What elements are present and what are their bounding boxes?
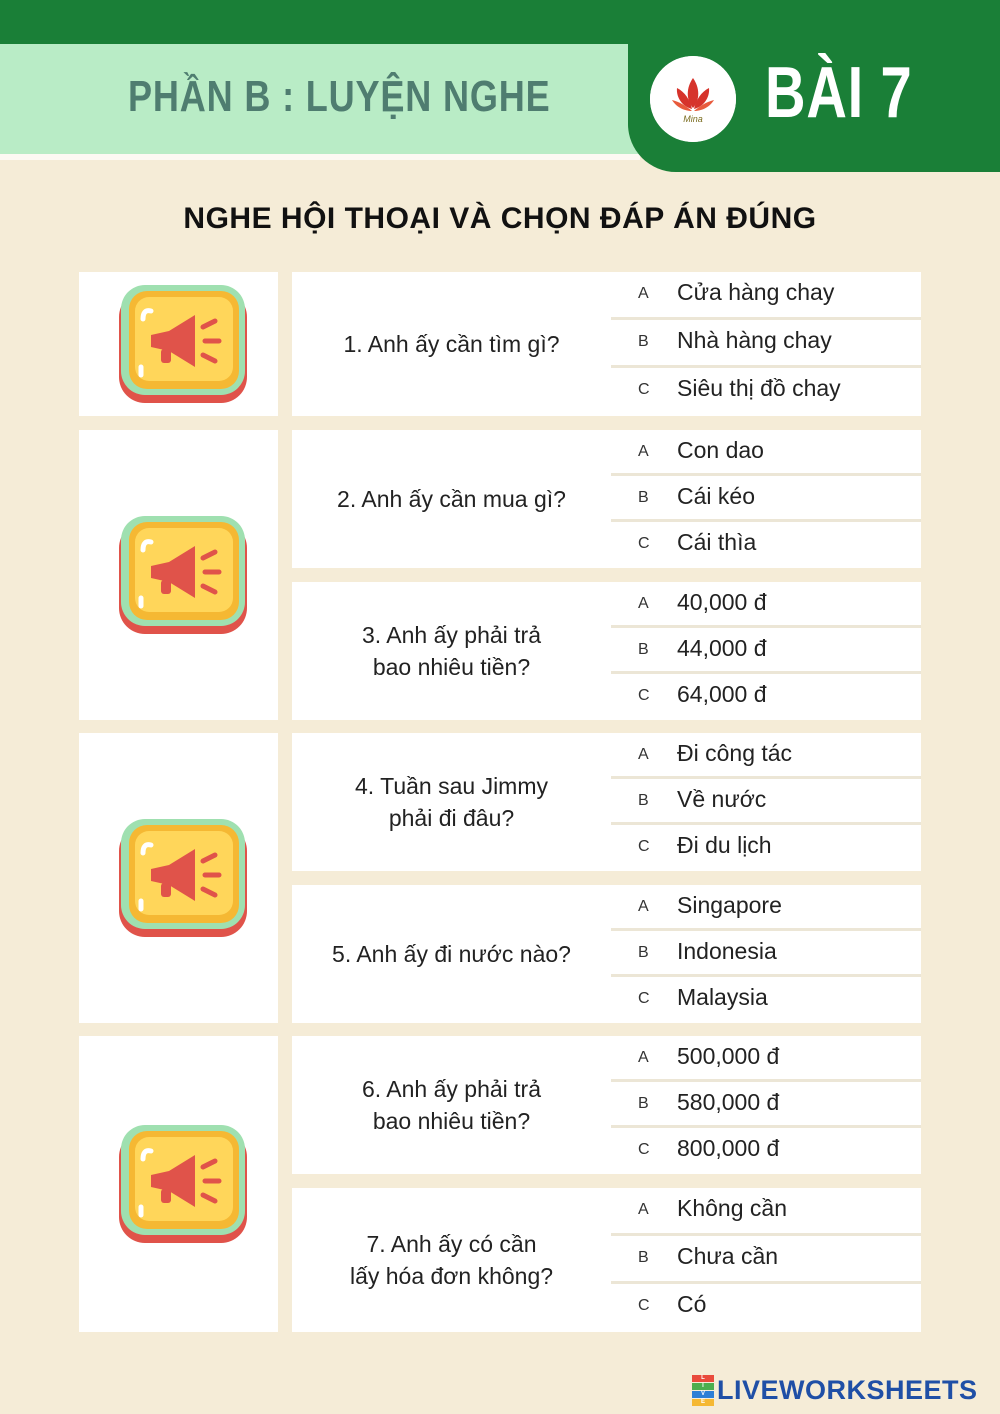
answer-option[interactable]	[611, 476, 921, 522]
option-text: 580,000 đ	[677, 1089, 780, 1115]
instruction-heading: NGHE HỘI THOẠI VÀ CHỌN ĐÁP ÁN ĐÚNG	[183, 202, 817, 235]
option-text: Có	[677, 1291, 707, 1317]
audio-play-button[interactable]	[115, 512, 251, 638]
option-text: Nhà hàng chay	[677, 327, 832, 353]
option-text: Con dao	[677, 437, 764, 463]
option-letter: A	[638, 443, 649, 460]
option-letter: C	[638, 381, 650, 398]
option-text: 40,000 đ	[677, 589, 767, 615]
answer-option[interactable]	[611, 1036, 921, 1082]
option-letter: C	[638, 1141, 650, 1158]
option-text: Về nước	[677, 786, 767, 812]
lesson-number: BÀI 7	[765, 53, 913, 133]
question-cell	[292, 1036, 611, 1174]
option-text: Chưa cần	[677, 1243, 779, 1269]
question-cell	[292, 430, 611, 568]
option-text: 44,000 đ	[677, 635, 767, 661]
audio-play-button[interactable]	[115, 281, 251, 407]
answer-option[interactable]	[611, 931, 921, 977]
answer-option[interactable]	[611, 368, 921, 416]
option-letter: B	[638, 1249, 649, 1266]
option-letter: C	[638, 838, 650, 855]
liveworksheets-logo-icon: L I V E	[692, 1375, 714, 1406]
section-title: PHẦN B : LUYỆN NGHE	[128, 72, 551, 121]
mina-logo	[650, 56, 736, 142]
option-letter: A	[638, 898, 649, 915]
question-text: 4. Tuần sau Jimmy phải đi đâu?	[354, 773, 549, 831]
option-letter: B	[638, 1095, 649, 1112]
option-letter: B	[638, 489, 649, 506]
option-letter: C	[638, 990, 650, 1007]
option-text: Siêu thị đồ chay	[677, 375, 841, 401]
audio-cell	[79, 733, 278, 1023]
answer-option[interactable]	[611, 320, 921, 368]
question-cell	[292, 272, 611, 416]
option-letter: A	[638, 595, 649, 612]
option-text: Cái thìa	[677, 529, 757, 555]
option-letter: A	[638, 746, 649, 763]
question-text: 2. Anh ấy cần mua gì?	[337, 486, 566, 512]
option-text: Malaysia	[677, 984, 768, 1010]
answer-option[interactable]	[611, 628, 921, 674]
option-letter: B	[638, 792, 649, 809]
option-text: Đi công tác	[677, 740, 793, 766]
option-letter: A	[638, 1201, 649, 1218]
footer-brand: LIVEWORKSHEETS	[717, 1374, 978, 1405]
option-letter: A	[638, 1049, 649, 1066]
option-letter: C	[638, 535, 650, 552]
liveworksheets-footer[interactable]	[692, 1373, 978, 1407]
question-cell	[292, 885, 611, 1023]
header-divider	[0, 154, 640, 160]
lotus-icon	[650, 56, 736, 142]
option-text: Indonesia	[677, 938, 777, 964]
option-text: Cái kéo	[677, 483, 755, 509]
question-text: 5. Anh ấy đi nước nào?	[332, 941, 571, 967]
answer-option[interactable]	[611, 779, 921, 825]
answer-option[interactable]	[611, 1082, 921, 1128]
answer-option[interactable]	[611, 977, 921, 1023]
audio-play-button[interactable]	[115, 815, 251, 941]
option-letter: A	[638, 285, 649, 302]
option-text: Cửa hàng chay	[677, 279, 835, 305]
answer-option[interactable]	[611, 582, 921, 628]
answer-option[interactable]	[611, 430, 921, 476]
question-cell	[292, 1188, 611, 1332]
option-text: Đi du lịch	[677, 832, 772, 858]
question-text: 1. Anh ấy cần tìm gì?	[343, 331, 560, 357]
option-letter: B	[638, 641, 649, 658]
question-cell	[292, 582, 611, 720]
answer-option[interactable]	[611, 1188, 921, 1236]
option-text: 64,000 đ	[677, 681, 767, 707]
audio-cell	[79, 430, 278, 720]
top-bar	[0, 0, 1000, 44]
question-cell	[292, 733, 611, 871]
answer-option[interactable]	[611, 733, 921, 779]
answer-option[interactable]	[611, 1236, 921, 1284]
option-text: 800,000 đ	[677, 1135, 780, 1161]
answer-option[interactable]	[611, 1284, 921, 1332]
answer-option[interactable]	[611, 1128, 921, 1174]
answer-option[interactable]	[611, 272, 921, 320]
option-text: Singapore	[677, 892, 782, 918]
answer-option[interactable]	[611, 885, 921, 931]
question-text: 6. Anh ấy phải trả bao nhiêu tiền?	[361, 1076, 541, 1134]
audio-cell	[79, 272, 278, 416]
audio-cell	[79, 1036, 278, 1332]
answer-option[interactable]	[611, 674, 921, 720]
question-text: 7. Anh ấy có cần lấy hóa đơn không?	[349, 1231, 554, 1289]
option-text: 500,000 đ	[677, 1043, 780, 1069]
option-letter: C	[638, 687, 650, 704]
question-text: 3. Anh ấy phải trả bao nhiêu tiền?	[361, 622, 541, 680]
option-text: Không cần	[677, 1195, 787, 1221]
option-letter: B	[638, 944, 649, 961]
option-letter: C	[638, 1297, 650, 1314]
option-letter: B	[638, 333, 649, 350]
answer-option[interactable]	[611, 522, 921, 568]
answer-option[interactable]	[611, 825, 921, 871]
audio-play-button[interactable]	[115, 1121, 251, 1247]
logo-text: Mina	[683, 114, 703, 124]
